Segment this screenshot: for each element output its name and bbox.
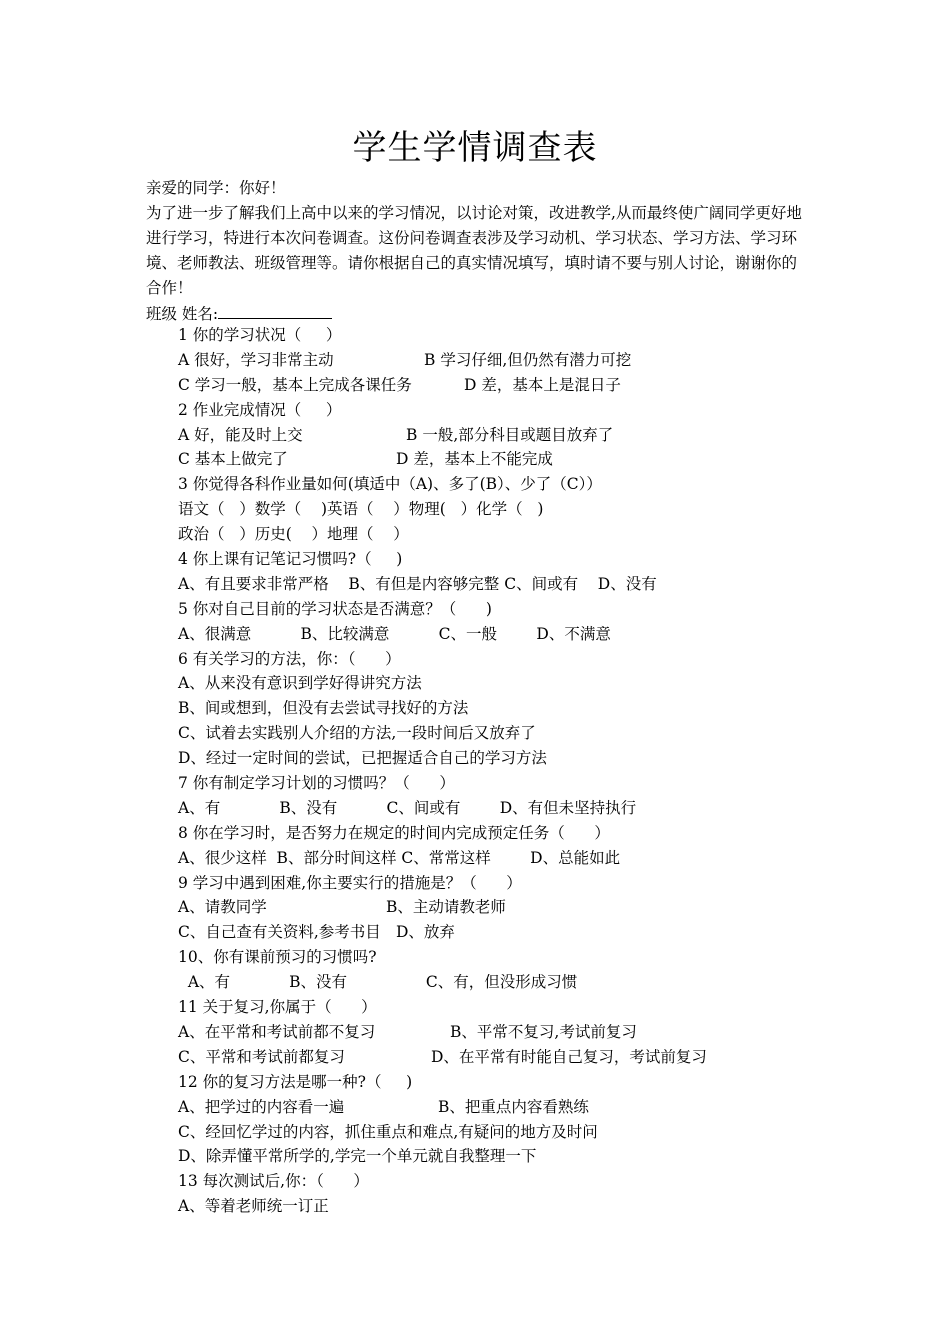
line-text: 5 你对自己目前的学习状态是否满意？（ ) (178, 599, 492, 618)
line-text: 13 每次测试后,你：（ ） (178, 1172, 369, 1191)
line-text: A、有 B、没有 C、有，但没形成习惯 (178, 973, 578, 992)
line-text: 6 有关学习的方法，你：（ ） (178, 649, 401, 668)
line-text: 12 你的复习方法是哪一种?（ ) (178, 1072, 413, 1091)
survey-line (178, 771, 818, 796)
survey-line (178, 721, 818, 746)
survey-line (178, 323, 818, 348)
survey-line (178, 572, 818, 597)
line-text: A、很少这样 B、部分时间这样 C、常常这样 D、总能如此 (178, 848, 621, 867)
survey-line (178, 522, 818, 547)
survey-line (178, 647, 818, 672)
line-text: 3 你觉得各科作业量如何(填适中（A)、多了(B）、少了（C）） (178, 475, 602, 494)
survey-line (178, 895, 818, 920)
intro-section (146, 176, 808, 326)
line-text: C、经回忆学过的内容，抓住重点和难点,有疑问的地方及时问 (178, 1122, 598, 1141)
option-column-2: B、平常不复习,考试前复习 (450, 1022, 637, 1041)
survey-line (178, 970, 818, 995)
survey-line (178, 398, 818, 423)
line-text: D、经过一定时间的尝试，已把握适合自己的学习方法 (178, 749, 547, 768)
survey-line (178, 995, 818, 1020)
line-text: B、间或想到，但没有去尝试寻找好的方法 (178, 699, 469, 718)
option-column-2: B、把重点内容看熟练 (438, 1097, 589, 1116)
option-column-2: D 差，基本上是混日子 (464, 375, 621, 394)
survey-line (178, 348, 818, 373)
survey-line (178, 846, 818, 871)
survey-line (178, 373, 818, 398)
survey-line (178, 1095, 818, 1120)
survey-line (178, 547, 818, 572)
option-column-2: D、在平常有时能自己复习，考试前复习 (431, 1047, 707, 1066)
option-column-2: D 差，基本上不能完成 (396, 450, 553, 469)
line-text: A、请教同学 (178, 898, 267, 917)
line-text: C 学习一般，基本上完成各课任务 (178, 375, 412, 394)
intro-paragraph: 为了进一步了解我们上高中以来的学习情况，以讨论对策，改进教学,从而最终使广阔同学更好地进行学习，特进行本次问卷调查。这份问卷调查表涉及学习动机、学习状态、学习方法、学习环境、老师教法、班级管理等。请你根据自己的真实情况填写，填时请不要与别人讨论，谢谢你的合作！ (146, 203, 802, 297)
survey-line (178, 696, 818, 721)
option-column-2: B 一般,部分科目或题目放弃了 (406, 425, 614, 444)
line-text: A、有 B、没有 C、间或有 D、有但未坚持执行 (178, 798, 637, 817)
page-title: 学生学情调查表 (352, 128, 598, 168)
line-text: A、等着老师统一订正 (178, 1197, 329, 1216)
survey-line (178, 796, 818, 821)
line-text: 10、你有课前预习的习惯吗? (178, 948, 377, 967)
survey-line (178, 746, 818, 771)
line-text: A、把学过的内容看一遍 (178, 1097, 345, 1116)
line-text: 政治（ ）历史( ）地理（ ） (178, 525, 409, 544)
survey-line (178, 671, 818, 696)
survey-line (178, 1144, 818, 1169)
survey-line (178, 871, 818, 896)
line-text: C、平常和考试前都复习 (178, 1047, 345, 1066)
line-text: A 很好，学习非常主动 (178, 350, 334, 369)
greeting: 亲爱的同学：你好！ (146, 179, 286, 197)
survey-line (178, 945, 818, 970)
survey-line (178, 1020, 818, 1045)
survey-line (178, 1169, 818, 1194)
line-text: C、自己查有关资料,参考书目 (178, 923, 381, 942)
survey-line (178, 597, 818, 622)
line-text: C、试着去实践别人介绍的方法,一段时间后又放弃了 (178, 724, 536, 743)
survey-line (178, 920, 818, 945)
survey-line (178, 1120, 818, 1145)
line-text: 7 你有制定学习计划的习惯吗？（ ） (178, 774, 455, 793)
option-column-2: D、放弃 (396, 923, 455, 942)
line-text: 2 作业完成情况（ ） (178, 400, 342, 419)
line-text: 8 你在学习时，是否努力在规定的时间内完成预定任务（ ） (178, 823, 610, 842)
line-text: A 好，能及时上交 (178, 425, 303, 444)
survey-line (178, 821, 818, 846)
line-text: 11 关于复习,你属于（ ） (178, 998, 377, 1017)
line-text: 1 你的学习状况（ ） (178, 326, 342, 344)
line-text: A、从来没有意识到学好得讲究方法 (178, 674, 422, 693)
survey-line (178, 472, 818, 497)
line-text: C 基本上做完了 (178, 450, 288, 469)
question-list (178, 323, 818, 1219)
line-text: A、有且要求非常严格 B、有但是内容够完整 C、间或有 D、没有 (178, 574, 657, 593)
survey-line (178, 423, 818, 448)
survey-line (178, 1194, 818, 1219)
line-text: A、在平常和考试前都不复习 (178, 1022, 376, 1041)
survey-line (178, 1070, 818, 1095)
survey-line (178, 622, 818, 647)
survey-line (178, 447, 818, 472)
option-column-2: B 学习仔细,但仍然有潜力可挖 (424, 350, 632, 369)
survey-line (178, 497, 818, 522)
option-column-2: B、主动请教老师 (386, 898, 506, 917)
line-text: 语文（ ）数学（ )英语（ ）物理( ）化学（ ) (178, 500, 544, 519)
name-blank (218, 301, 332, 319)
survey-line (178, 1045, 818, 1070)
line-text: 4 你上课有记笔记习惯吗?（ ) (178, 550, 403, 569)
line-text: D、除弄懂平常所学的,学完一个单元就自我整理一下 (178, 1147, 537, 1166)
line-text: A、很满意 B、比较满意 C、一般 D、不满意 (178, 624, 611, 643)
line-text: 9 学习中遇到困难,你主要实行的措施是？（ ） (178, 873, 522, 892)
class-name-label: 班级 姓名: (146, 304, 219, 323)
